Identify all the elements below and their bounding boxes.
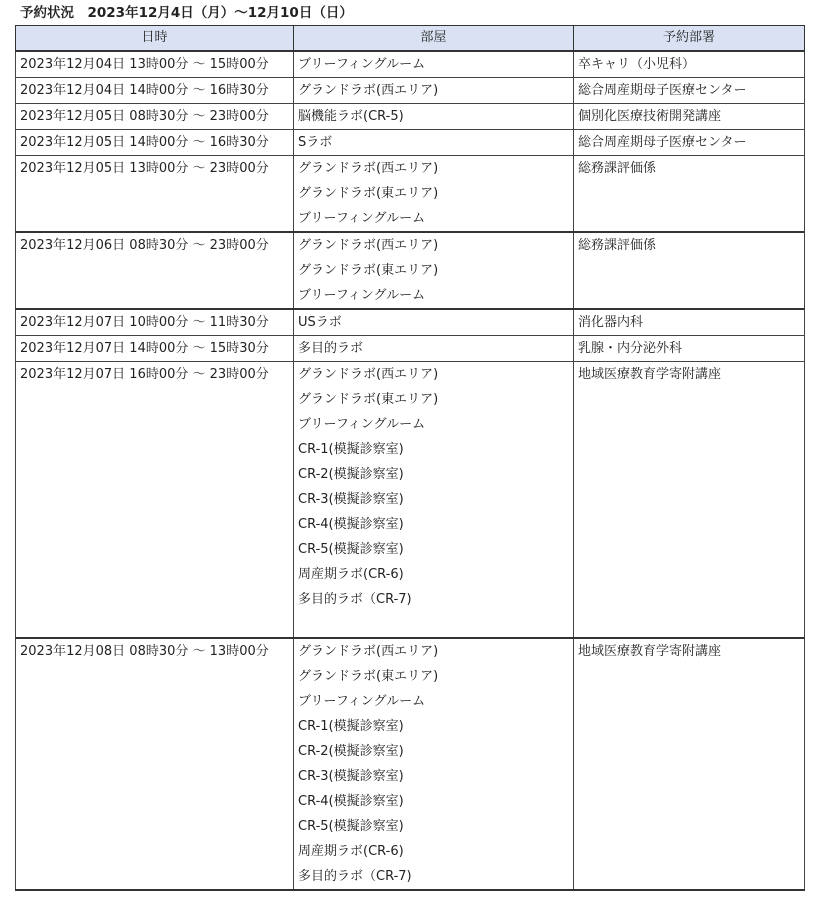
cell-department: 乳腺・内分泌外科 xyxy=(574,336,805,362)
room-name: CR-1(模擬診察室) xyxy=(298,719,404,734)
room-name: Sラボ xyxy=(298,135,333,150)
room-name: グランドラボ(西エリア) xyxy=(298,238,439,253)
header-department: 予約部署 xyxy=(574,26,805,52)
cell-department: 総合周産期母子医療センター xyxy=(574,78,805,104)
cell-room xyxy=(294,104,574,130)
cell-room xyxy=(294,638,574,890)
room-name: グランドラボ(西エリア) xyxy=(298,83,439,98)
cell-datetime: 2023年12月04日 14時00分 ～ 16時30分 xyxy=(16,78,294,104)
room-name: 多目的ラボ（CR-7) xyxy=(298,592,412,607)
room-name: グランドラボ(西エリア) xyxy=(298,161,439,176)
room-name: グランドラボ(西エリア) xyxy=(298,644,439,659)
table-row xyxy=(16,232,805,309)
cell-room xyxy=(294,156,574,233)
cell-datetime: 2023年12月05日 13時00分 ～ 23時00分 xyxy=(16,156,294,233)
room-name: グランドラボ(東エリア) xyxy=(298,669,439,684)
table-row xyxy=(16,309,805,336)
cell-datetime: 2023年12月05日 08時30分 ～ 23時00分 xyxy=(16,104,294,130)
room-name: ブリーフィングルーム xyxy=(298,57,426,72)
cell-datetime: 2023年12月07日 14時00分 ～ 15時30分 xyxy=(16,336,294,362)
table-row xyxy=(16,336,805,362)
cell-department: 総務課評価係 xyxy=(574,156,805,233)
cell-datetime: 2023年12月04日 13時00分 ～ 15時00分 xyxy=(16,51,294,78)
room-name: 脳機能ラボ(CR-5) xyxy=(298,109,404,124)
cell-department: 卒キャリ（小児科） xyxy=(574,51,805,78)
reservation-table xyxy=(15,25,805,891)
table-row xyxy=(16,638,805,890)
cell-department: 地域医療教育学寄附講座 xyxy=(574,638,805,890)
room-name: CR-3(模擬診察室) xyxy=(298,769,404,784)
header-room: 部屋 xyxy=(294,26,574,52)
table-row xyxy=(16,130,805,156)
cell-datetime: 2023年12月07日 10時00分 ～ 11時30分 xyxy=(16,309,294,336)
room-name: グランドラボ(西エリア) xyxy=(298,367,439,382)
cell-room xyxy=(294,362,574,639)
cell-datetime: 2023年12月06日 08時30分 ～ 23時00分 xyxy=(16,232,294,309)
room-name: ブリーフィングルーム xyxy=(298,211,426,226)
table-header-row xyxy=(16,26,805,52)
room-name: 多目的ラボ xyxy=(298,341,364,356)
room-name: CR-4(模擬診察室) xyxy=(298,794,404,809)
cell-room xyxy=(294,130,574,156)
table-row xyxy=(16,156,805,233)
room-name: ブリーフィングルーム xyxy=(298,288,426,303)
room-name: CR-5(模擬診察室) xyxy=(298,819,404,834)
room-name: ブリーフィングルーム xyxy=(298,417,426,432)
room-name: グランドラボ(東エリア) xyxy=(298,186,439,201)
cell-room xyxy=(294,232,574,309)
table-row xyxy=(16,51,805,78)
cell-department: 地域医療教育学寄附講座 xyxy=(574,362,805,639)
room-name: CR-1(模擬診察室) xyxy=(298,442,404,457)
room-name: CR-5(模擬診察室) xyxy=(298,542,404,557)
table-row xyxy=(16,78,805,104)
cell-department: 消化器内科 xyxy=(574,309,805,336)
cell-department: 個別化医療技術開発講座 xyxy=(574,104,805,130)
room-name: ブリーフィングルーム xyxy=(298,694,426,709)
cell-department: 総合周産期母子医療センター xyxy=(574,130,805,156)
room-name: 周産期ラボ(CR-6) xyxy=(298,844,404,859)
table-row xyxy=(16,362,805,639)
room-name: USラボ xyxy=(298,315,342,330)
cell-datetime: 2023年12月07日 16時00分 ～ 23時00分 xyxy=(16,362,294,639)
room-name: 周産期ラボ(CR-6) xyxy=(298,567,404,582)
room-name: グランドラボ(東エリア) xyxy=(298,263,439,278)
page-title: 予約状況 2023年12月4日（月）～12月10日（日） xyxy=(20,5,353,21)
table-row xyxy=(16,104,805,130)
room-name: グランドラボ(東エリア) xyxy=(298,392,439,407)
cell-room xyxy=(294,51,574,78)
cell-datetime: 2023年12月05日 14時00分 ～ 16時30分 xyxy=(16,130,294,156)
room-name: 多目的ラボ（CR-7) xyxy=(298,869,412,884)
cell-room xyxy=(294,78,574,104)
room-name: CR-4(模擬診察室) xyxy=(298,517,404,532)
room-name: CR-3(模擬診察室) xyxy=(298,492,404,507)
room-name: CR-2(模擬診察室) xyxy=(298,467,404,482)
cell-datetime: 2023年12月08日 08時30分 ～ 13時00分 xyxy=(16,638,294,890)
header-datetime: 日時 xyxy=(16,26,294,52)
room-name: CR-2(模擬診察室) xyxy=(298,744,404,759)
cell-room xyxy=(294,309,574,336)
cell-department: 総務課評価係 xyxy=(574,232,805,309)
cell-room xyxy=(294,336,574,362)
